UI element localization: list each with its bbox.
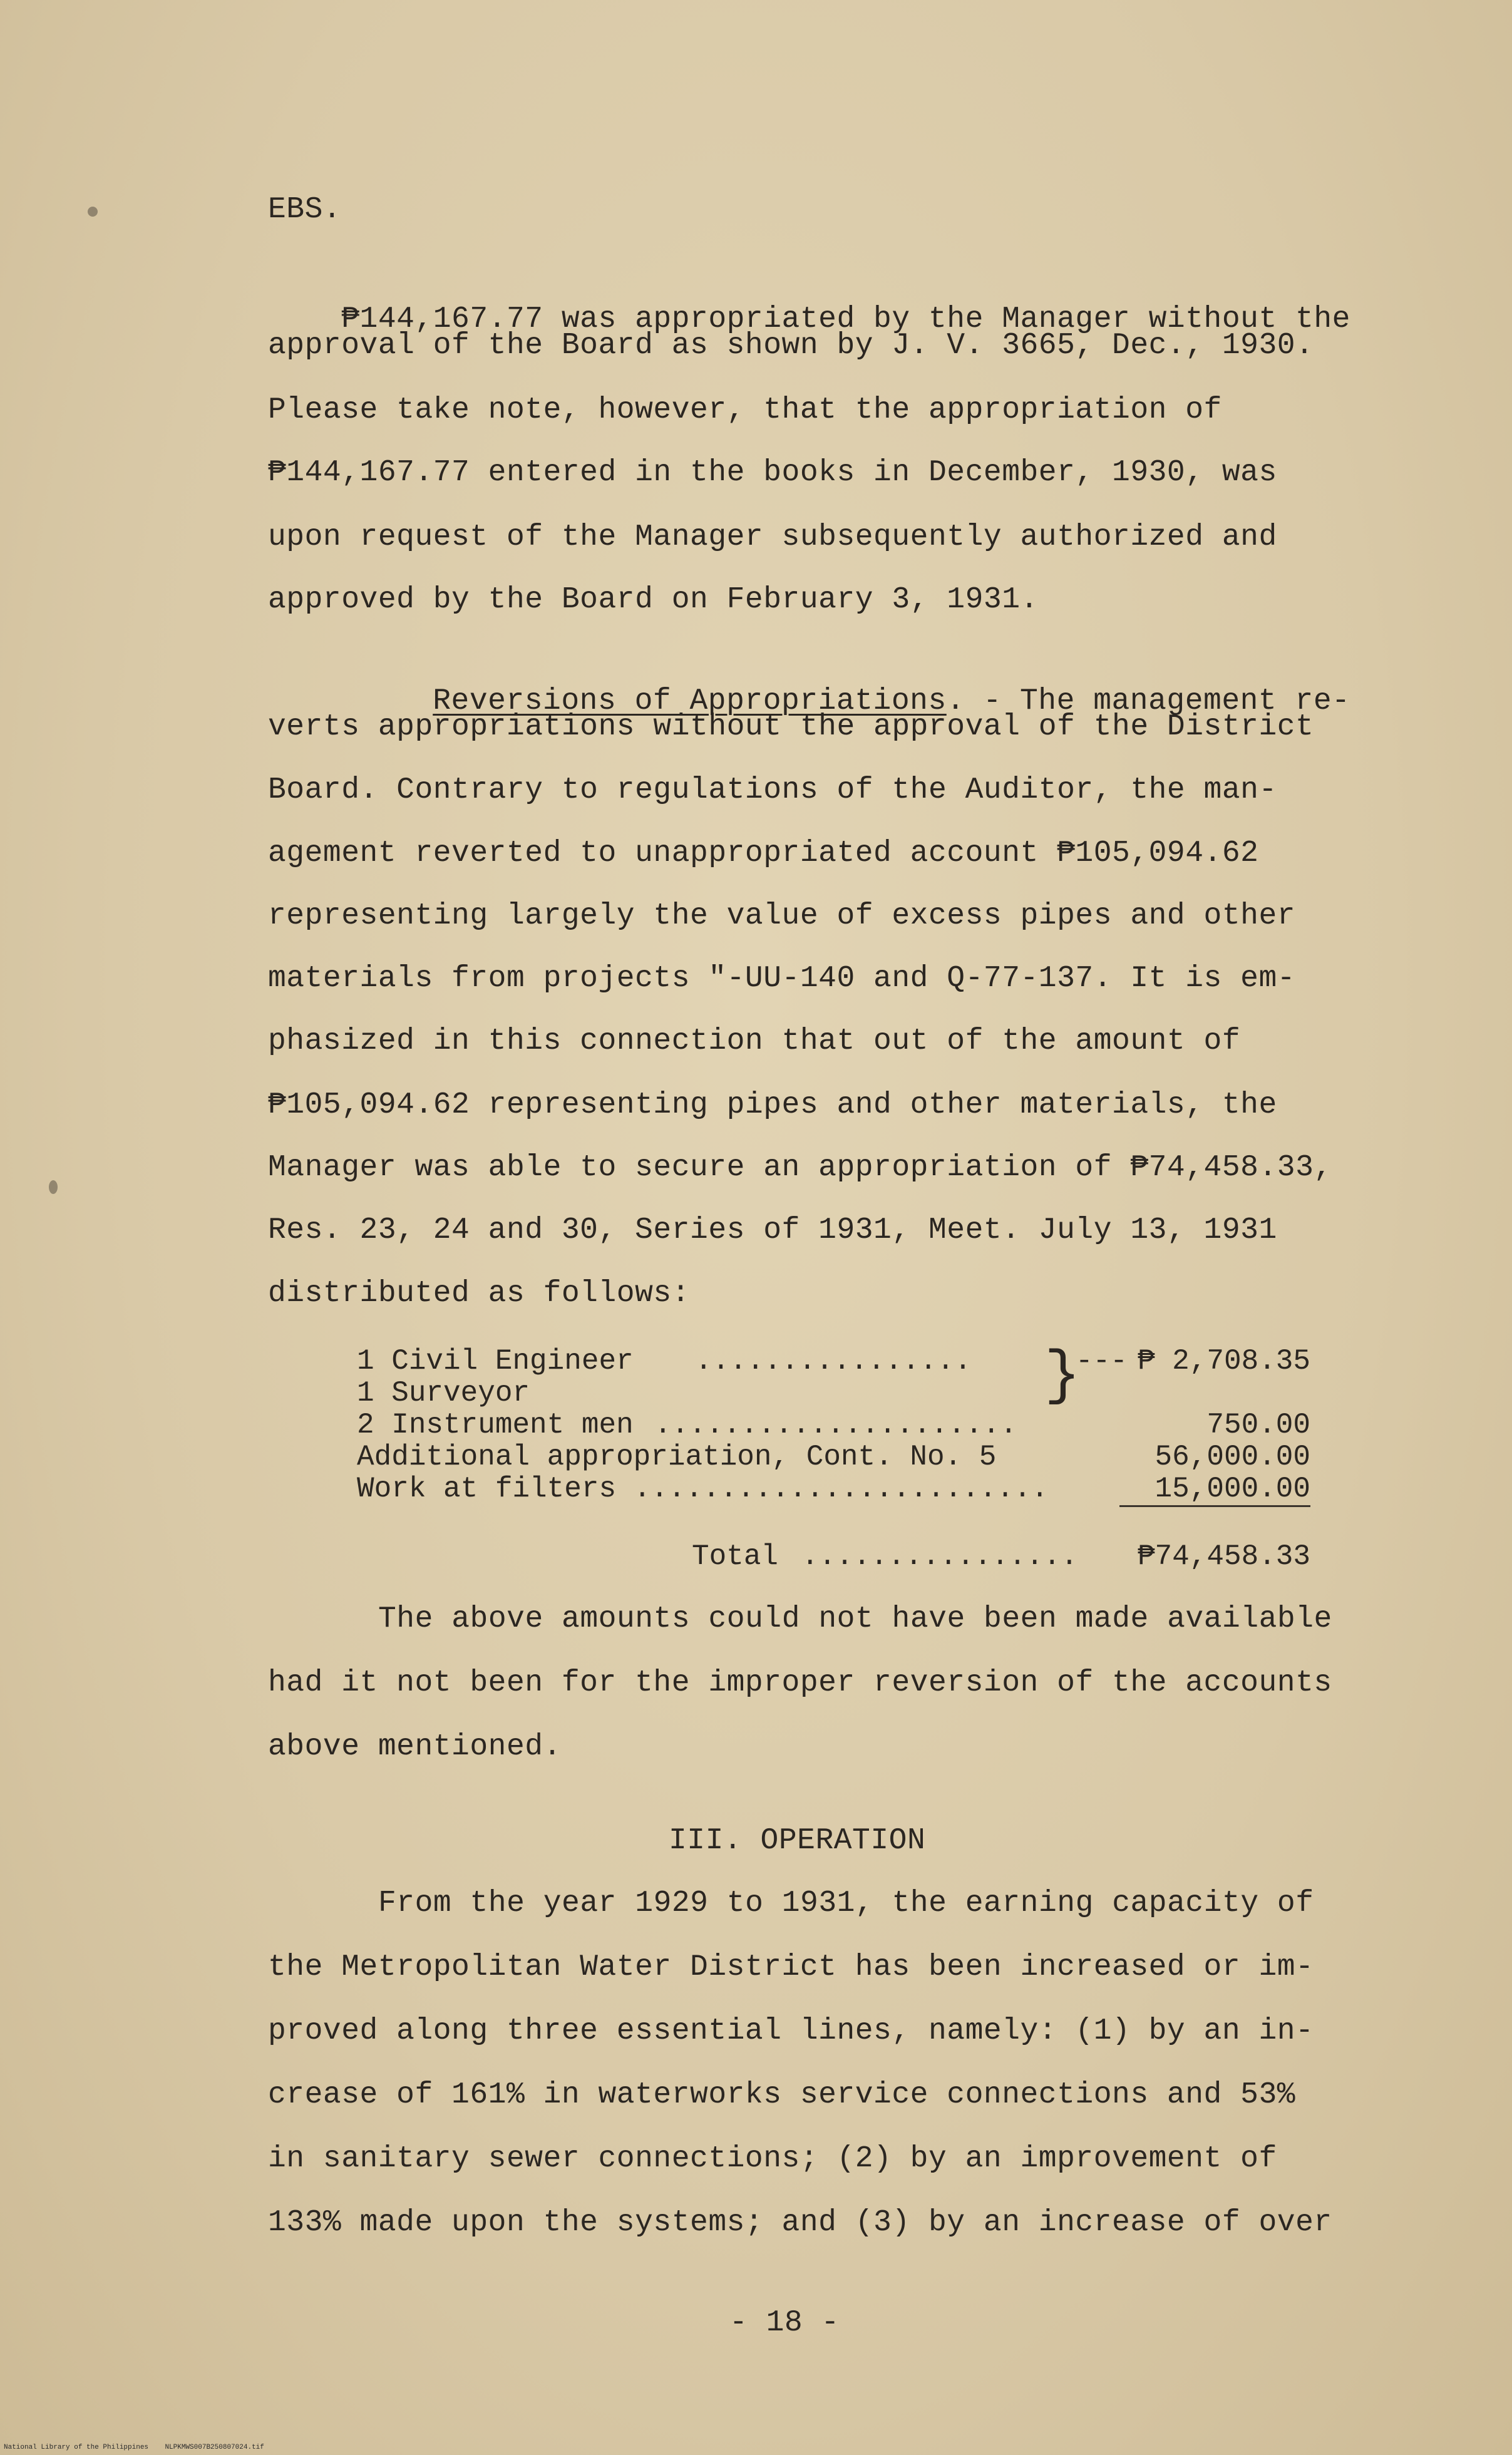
table-row-amount: 750.00 (1206, 1409, 1310, 1441)
section-paragraph-start: Reversions of Appropriations. - The management re- (433, 684, 1350, 718)
body-line: From the year 1929 to 1931, the earning capacity of (378, 1886, 1314, 1920)
punch-hole-mark (88, 207, 98, 217)
table-row-label: 1 Surveyor (357, 1377, 530, 1409)
body-line: ₱144,167.77 was appropriated by the Manager without the (341, 302, 1350, 336)
table-total-label: Total (692, 1540, 779, 1573)
body-line: above mentioned. (268, 1730, 562, 1764)
section-heading-reversions: Reversions of Appropriations (433, 684, 947, 718)
body-line: proved along three essential lines, namely: (1) by an in- (268, 2014, 1314, 2048)
table-row-label: Work at filters (357, 1473, 617, 1505)
body-line: ₱144,167.77 entered in the books in December, 1930, was (268, 456, 1277, 490)
table-total-amount: ₱74,458.33 (1137, 1540, 1310, 1573)
body-line: Board. Contrary to regulations of the Auditor, the man- (268, 773, 1277, 807)
leader-dots: ................ (695, 1345, 972, 1377)
header-initials: EBS. (268, 193, 342, 227)
body-line: Manager was able to secure an appropriation of ₱74,458.33, (268, 1151, 1332, 1185)
body-line: Res. 23, 24 and 30, Series of 1931, Meet. July 13, 1931 (268, 1213, 1277, 1247)
page-number: - 18 - (729, 2306, 840, 2340)
body-line: approved by the Board on February 3, 1931. (268, 583, 1039, 617)
leader-dots: ..................... (654, 1409, 1017, 1441)
body-line: the Metropolitan Water District has been increased or im- (268, 1950, 1314, 1984)
body-line: phasized in this connection that out of the amount of (268, 1024, 1241, 1058)
leader-dots: ........................ (634, 1473, 1049, 1505)
leader-dots: ................ (801, 1540, 1078, 1573)
brace-symbol: } (1044, 1342, 1081, 1410)
table-row-amount: 15,000.00 (1155, 1473, 1310, 1505)
body-line: ₱105,094.62 representing pipes and other materials, the (268, 1088, 1277, 1122)
body-line: crease of 161% in waterworks service connections and 53% (268, 2078, 1296, 2112)
body-line: in sanitary sewer connections; (2) by an improvement of (268, 2142, 1277, 2176)
table-row-amount: ₱ 2,708.35 (1137, 1345, 1310, 1377)
body-line: representing largely the value of excess pipes and other (268, 899, 1296, 933)
table-row-label: 2 Instrument men (357, 1409, 634, 1441)
body-line: upon request of the Manager subsequently authorized and (268, 520, 1277, 554)
table-row-label: 1 Civil Engineer (357, 1345, 634, 1377)
body-line: approval of the Board as shown by J. V. 3665, Dec., 1930. (268, 329, 1314, 363)
archive-footer: National Library of the Philippines NLPKMWS007B250807024.tif (4, 2444, 264, 2451)
body-line: Please take note, however, that the appropriation of (268, 393, 1222, 427)
body-line: agement reverted to unappropriated account ₱105,094.62 (268, 836, 1259, 870)
body-line: materials from projects "-UU-140 and Q-77-137. It is em- (268, 962, 1296, 996)
section-heading-operation: III. OPERATION (669, 1824, 926, 1858)
total-rule (1119, 1505, 1310, 1507)
body-line: 133% made upon the systems; and (3) by an increase of over (268, 2206, 1332, 2240)
leader-dash: --- (1076, 1345, 1128, 1377)
body-line: had it not been for the improper reversion of the accounts (268, 1666, 1332, 1700)
body-line: distributed as follows: (268, 1277, 691, 1310)
table-row-amount: 56,000.00 (1155, 1441, 1310, 1473)
body-line: verts appropriations without the approval of the District (268, 710, 1314, 744)
table-row-label: Additional appropriation, Cont. No. 5 (357, 1441, 997, 1473)
body-line: The above amounts could not have been made available (378, 1602, 1332, 1636)
punch-hole-mark (49, 1180, 58, 1194)
